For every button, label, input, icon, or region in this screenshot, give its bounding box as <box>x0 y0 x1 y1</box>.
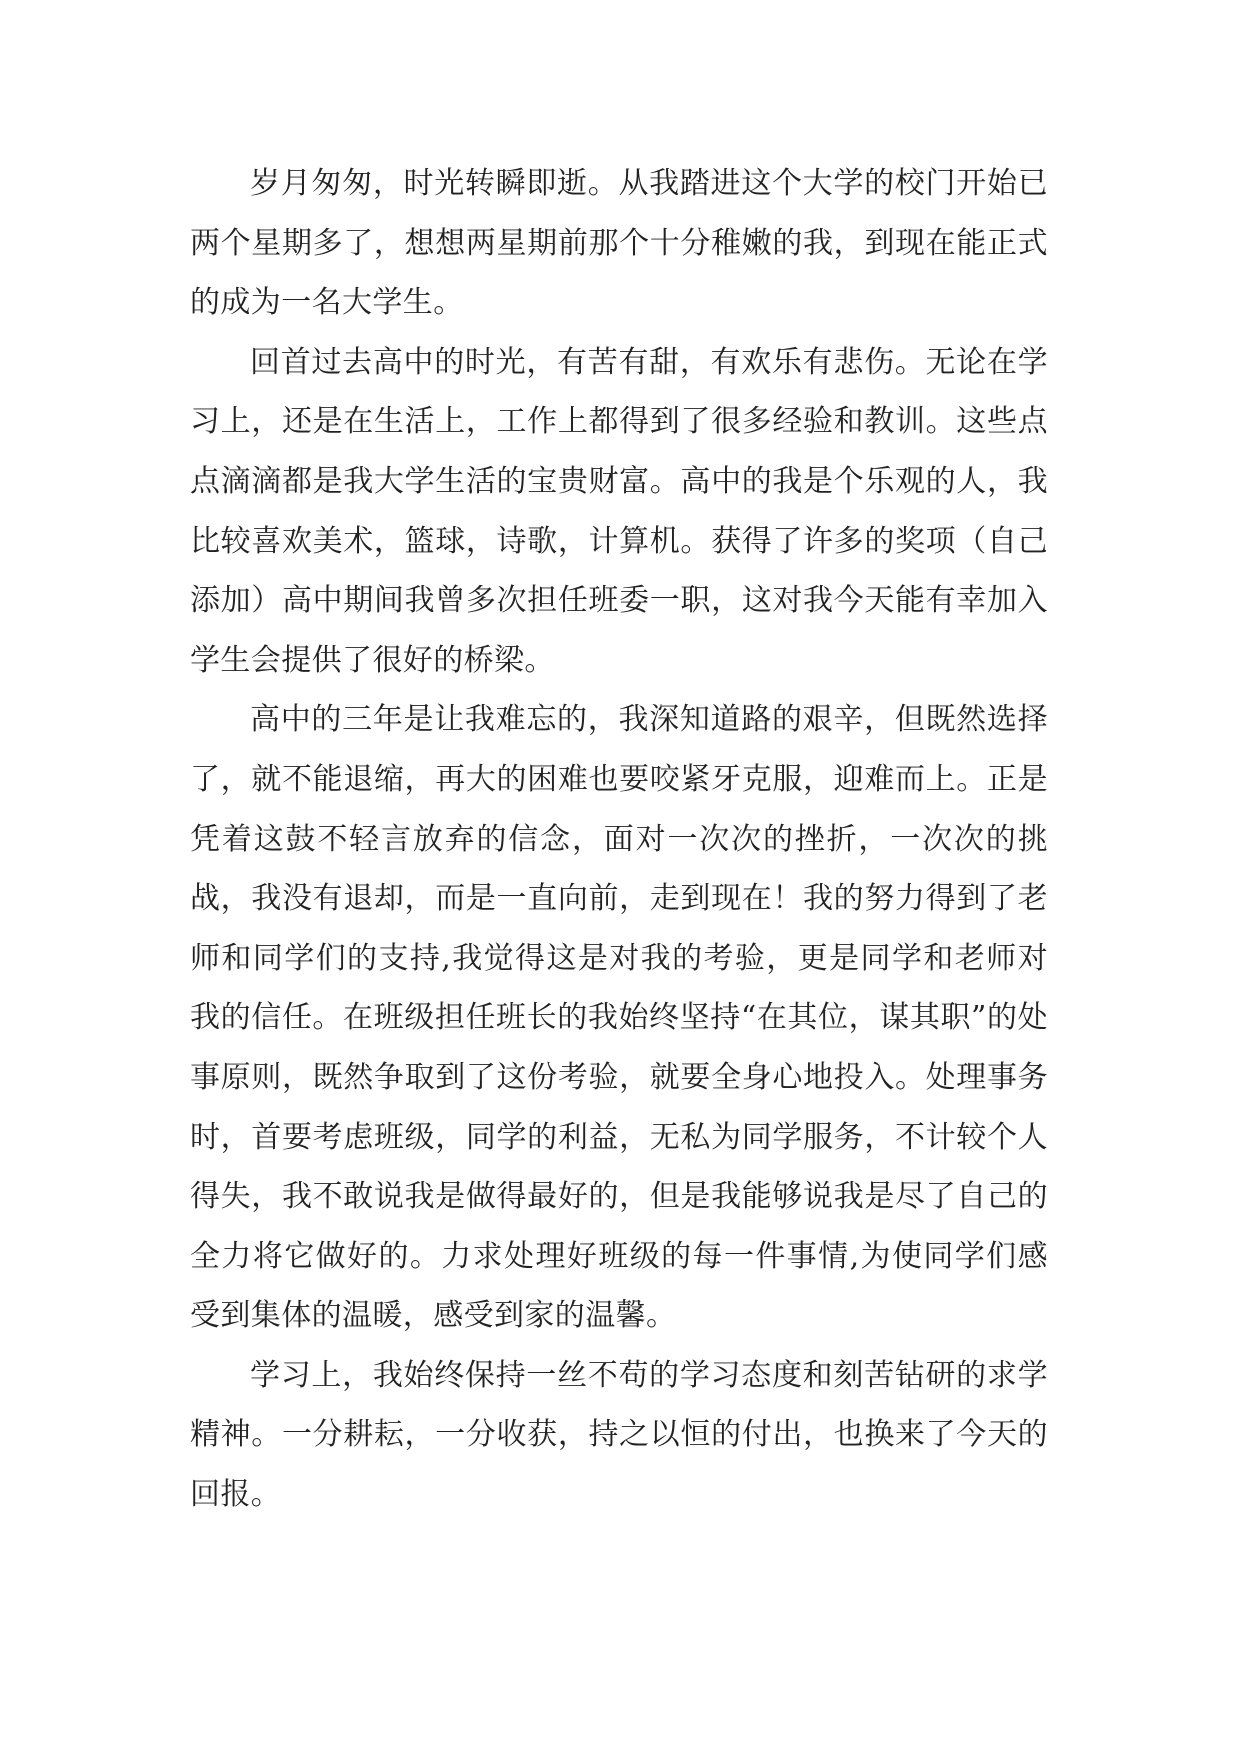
paragraph-4: 学习上，我始终保持一丝不苟的学习态度和刻苦钻研的求学精神。一分耕耘，一分收获，持之以恒的付出，也换来了今天的回报。 <box>190 1357 1048 1513</box>
paragraph-3: 高中的三年是让我难忘的，我深知道路的艰辛，但既然选择了，就不能退缩，再大的困难也要咬紧牙克服，迎难而上。正是凭着这鼓不轻言放弃的信念，面对一次次的挫折，一次次的挑战，我没有退却，而是一直向前，走到现在！我的努力得到了老师和同学们的支持,我觉得这是对我的考验，更是同学和老师对我的信任。在班级担任班长的我始终坚持“在其位，谋其职”的处事原则，既然争取到了这份考验，就要全身心地投入。处理事务时，首要考虑班级，同学的利益，无私为同学服务，不计较个人得失，我不敢说我是做得最好的，但是我能够说我是尽了自己的全力将它做好的。力求处理好班级的每一件事情,为使同学们感受到集体的温暖，感受到家的温馨。 <box>190 702 1048 1334</box>
paragraph-1: 岁月匆匆，时光转瞬即逝。从我踏进这个大学的校门开始已两个星期多了，想想两星期前那个十分稚嫩的我，到现在能正式的成为一名大学生。 <box>190 166 1048 321</box>
document-body <box>190 154 1048 1525</box>
paragraph-2: 回首过去高中的时光，有苦有甜，有欢乐有悲伤。无论在学习上，还是在生活上，工作上都得到了很多经验和教训。这些点点滴滴都是我大学生活的宝贵财富。高中的我是个乐观的人，我比较喜欢美术，篮球，诗歌，计算机。获得了许多的奖项（自己添加）高中期间我曾多次担任班委一职，这对我今天能有幸加入学生会提供了很好的桥梁。 <box>190 344 1048 678</box>
